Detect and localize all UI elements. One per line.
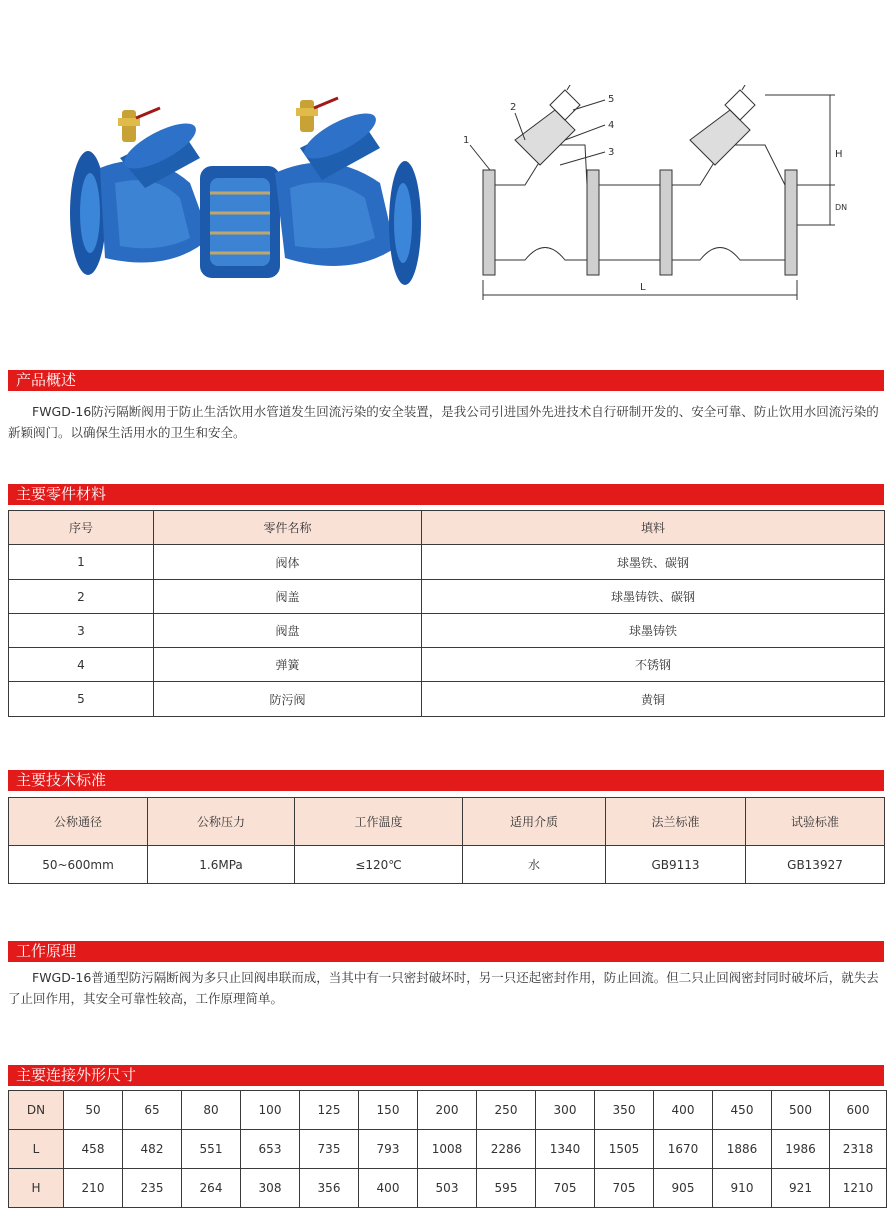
table-cell: 356 <box>300 1169 359 1208</box>
table-cell: GB9113 <box>606 846 746 884</box>
section-dimensions-title: 主要连接外形尺寸 <box>8 1065 884 1086</box>
table-cell: 1008 <box>418 1130 477 1169</box>
table-cell: 65 <box>123 1091 182 1130</box>
table-cell: 235 <box>123 1169 182 1208</box>
dimension-row-label: H <box>9 1169 64 1208</box>
table-cell: 1886 <box>713 1130 772 1169</box>
table-cell: 921 <box>772 1169 830 1208</box>
valve-product-photo <box>60 88 430 303</box>
table-cell: 1670 <box>654 1130 713 1169</box>
table-row <box>9 846 885 884</box>
dim-label-dn: DN <box>835 203 848 212</box>
table-cell: 1210 <box>830 1169 887 1208</box>
part-label-2: 2 <box>510 102 517 113</box>
table-cell: 阀盘 <box>154 614 422 648</box>
table-row <box>9 682 885 717</box>
table-cell: 400 <box>359 1169 418 1208</box>
table-cell: 264 <box>182 1169 241 1208</box>
table-cell: 4 <box>9 648 154 682</box>
standards-header-cell: 法兰标准 <box>606 798 746 846</box>
table-cell: 2286 <box>477 1130 536 1169</box>
table-cell: 595 <box>477 1169 536 1208</box>
standards-header-cell: 公称通径 <box>9 798 148 846</box>
materials-header-cell: 序号 <box>9 511 154 545</box>
table-cell: 400 <box>654 1091 713 1130</box>
table-row <box>9 614 885 648</box>
table-cell: 50 <box>64 1091 123 1130</box>
table-cell: 2 <box>9 580 154 614</box>
part-label-1: 1 <box>463 135 470 146</box>
table-cell: 910 <box>713 1169 772 1208</box>
table-cell: 551 <box>182 1130 241 1169</box>
table-cell: 150 <box>359 1091 418 1130</box>
standards-table <box>8 797 885 884</box>
overview-text: FWGD-16防污隔断阀用于防止生活饮用水管道发生回流污染的安全装置，是我公司引进国外先进技术自行研制开发的、安全可靠、防止饮用水回流污染的新颖阀门。以确保生活用水的卫生和安全。 <box>8 404 879 440</box>
materials-header-row <box>9 511 885 545</box>
dimension-row-label: DN <box>9 1091 64 1130</box>
table-cell: 50~600mm <box>9 846 148 884</box>
table-cell: 防污阀 <box>154 682 422 717</box>
valve-dimension-drawing <box>455 85 855 310</box>
table-cell: 5 <box>9 682 154 717</box>
table-cell: 482 <box>123 1130 182 1169</box>
table-cell: 2318 <box>830 1130 887 1169</box>
table-cell: 1505 <box>595 1130 654 1169</box>
table-cell: 100 <box>241 1091 300 1130</box>
table-cell: 308 <box>241 1169 300 1208</box>
table-cell: 1340 <box>536 1130 595 1169</box>
table-row <box>9 545 885 580</box>
table-cell: 905 <box>654 1169 713 1208</box>
table-cell: 503 <box>418 1169 477 1208</box>
table-cell: 300 <box>536 1091 595 1130</box>
table-cell: 125 <box>300 1091 359 1130</box>
table-cell: 250 <box>477 1091 536 1130</box>
dimensions-table <box>8 1090 887 1208</box>
table-cell: 球墨铸铁 <box>422 614 885 648</box>
table-cell: 3 <box>9 614 154 648</box>
part-label-5: 5 <box>608 94 615 105</box>
table-row <box>9 1169 887 1208</box>
table-cell: 弹簧 <box>154 648 422 682</box>
table-cell: 80 <box>182 1091 241 1130</box>
table-row <box>9 1091 887 1130</box>
dim-label-l: L <box>640 282 646 293</box>
materials-header-cell: 零件名称 <box>154 511 422 545</box>
table-cell: 不锈钢 <box>422 648 885 682</box>
table-cell: 600 <box>830 1091 887 1130</box>
section-materials-title: 主要零件材料 <box>8 484 884 505</box>
standards-header-cell: 适用介质 <box>463 798 606 846</box>
table-cell: 450 <box>713 1091 772 1130</box>
table-cell: 阀盖 <box>154 580 422 614</box>
materials-header-cell: 填料 <box>422 511 885 545</box>
table-cell: 793 <box>359 1130 418 1169</box>
table-cell: 球墨铁、碳钢 <box>422 545 885 580</box>
dimension-row-label: L <box>9 1130 64 1169</box>
standards-header-cell: 试验标准 <box>746 798 885 846</box>
table-row <box>9 648 885 682</box>
table-cell: 350 <box>595 1091 654 1130</box>
table-cell: 球墨铸铁、碳钢 <box>422 580 885 614</box>
standards-header-row <box>9 798 885 846</box>
table-cell: 200 <box>418 1091 477 1130</box>
table-cell: GB13927 <box>746 846 885 884</box>
part-label-3: 3 <box>608 147 615 158</box>
standards-header-cell: 公称压力 <box>148 798 295 846</box>
table-cell: 水 <box>463 846 606 884</box>
table-cell: 653 <box>241 1130 300 1169</box>
standards-header-cell: 工作温度 <box>295 798 463 846</box>
section-principle-title: 工作原理 <box>8 941 884 962</box>
table-cell: 1.6MPa <box>148 846 295 884</box>
table-cell: ≤120℃ <box>295 846 463 884</box>
table-row <box>9 1130 887 1169</box>
table-cell: 705 <box>595 1169 654 1208</box>
table-cell: 210 <box>64 1169 123 1208</box>
part-label-4: 4 <box>608 120 615 131</box>
table-cell: 500 <box>772 1091 830 1130</box>
principle-text: FWGD-16普通型防污隔断阀为多只止回阀串联而成，当其中有一只密封破坏时，另一只还起密封作用，防止回流。但二只止回阀密封同时破坏后，就失去了止回作用，其安全可靠性较高，工作原理简单。 <box>8 970 879 1006</box>
dim-label-h: H <box>835 149 843 160</box>
table-row <box>9 580 885 614</box>
table-cell: 705 <box>536 1169 595 1208</box>
table-cell: 阀体 <box>154 545 422 580</box>
section-standards-title: 主要技术标准 <box>8 770 884 791</box>
table-cell: 黄铜 <box>422 682 885 717</box>
table-cell: 735 <box>300 1130 359 1169</box>
table-cell: 1986 <box>772 1130 830 1169</box>
materials-table <box>8 510 885 717</box>
table-cell: 1 <box>9 545 154 580</box>
section-overview-title: 产品概述 <box>8 370 884 391</box>
table-cell: 458 <box>64 1130 123 1169</box>
